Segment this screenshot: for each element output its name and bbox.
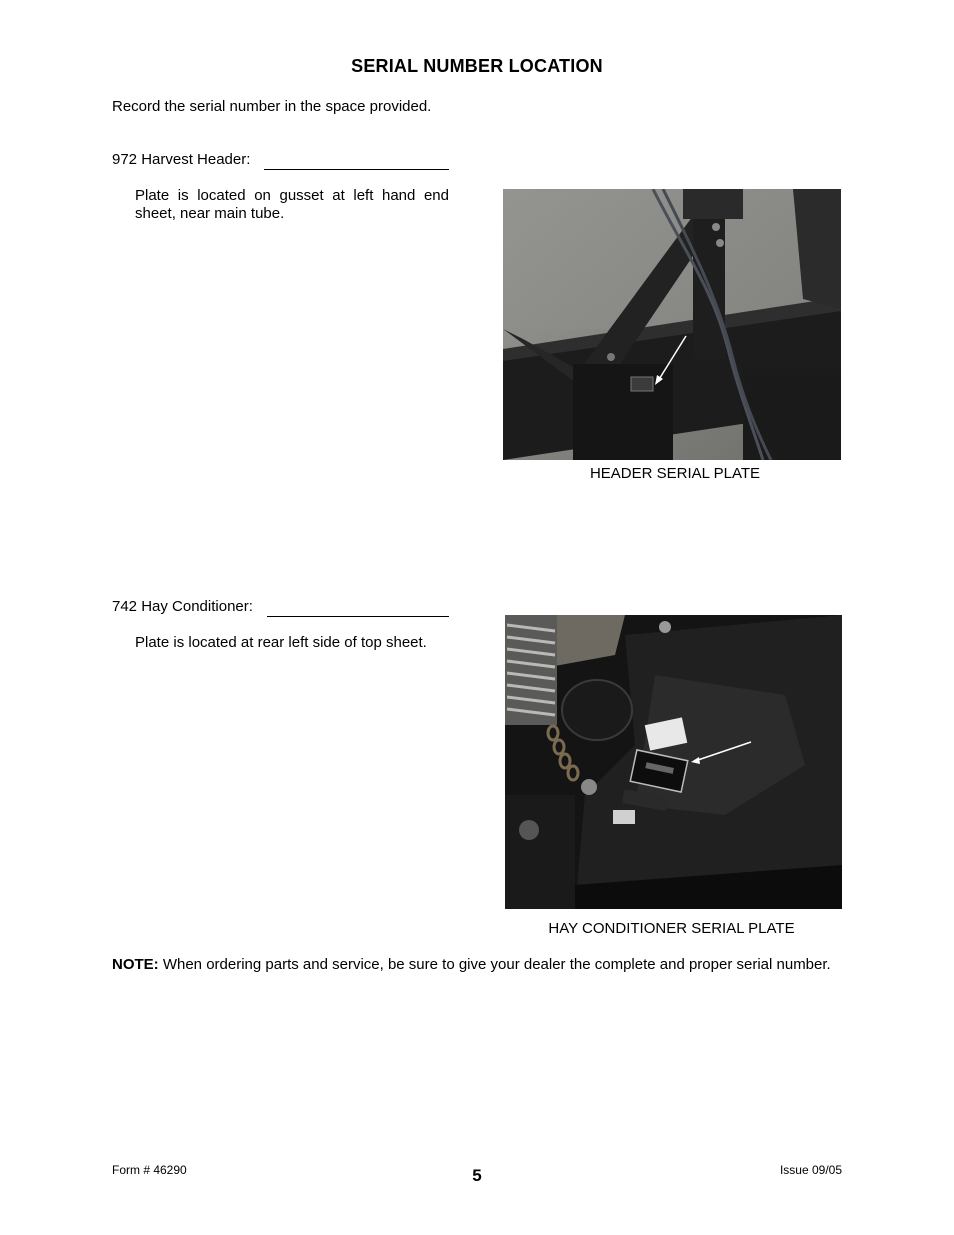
conditioner-serial-field[interactable] [267, 615, 449, 617]
note-text: When ordering parts and service, be sure to give your dealer the complete and proper serial number. [158, 956, 831, 973]
page-title: SERIAL NUMBER LOCATION [351, 56, 603, 76]
header-plate-description: Plate is located on gusset at left hand end sheet, near main tube. [135, 187, 449, 222]
intro-text: Record the serial number in the space provided. [112, 98, 432, 115]
conditioner-photo-caption: HAY CONDITIONER SERIAL PLATE [548, 920, 795, 937]
header-serial-label: 972 Harvest Header: [112, 151, 251, 168]
page-number: 5 [472, 1166, 482, 1185]
conditioner-plate-description: Plate is located at rear left side of top sheet. [135, 634, 427, 651]
conditioner-serial-plate-photo [505, 615, 842, 909]
header-serial-plate-photo [503, 189, 841, 460]
header-photo-caption: HEADER SERIAL PLATE [589, 465, 761, 482]
conditioner-serial-label: 742 Hay Conditioner: [112, 598, 253, 615]
header-serial-field[interactable] [264, 168, 449, 170]
note [112, 956, 852, 974]
note-label: NOTE: [112, 956, 159, 973]
footer-form-number: Form # 46290 [112, 1163, 187, 1177]
footer-issue: Issue 09/05 [779, 1163, 842, 1177]
